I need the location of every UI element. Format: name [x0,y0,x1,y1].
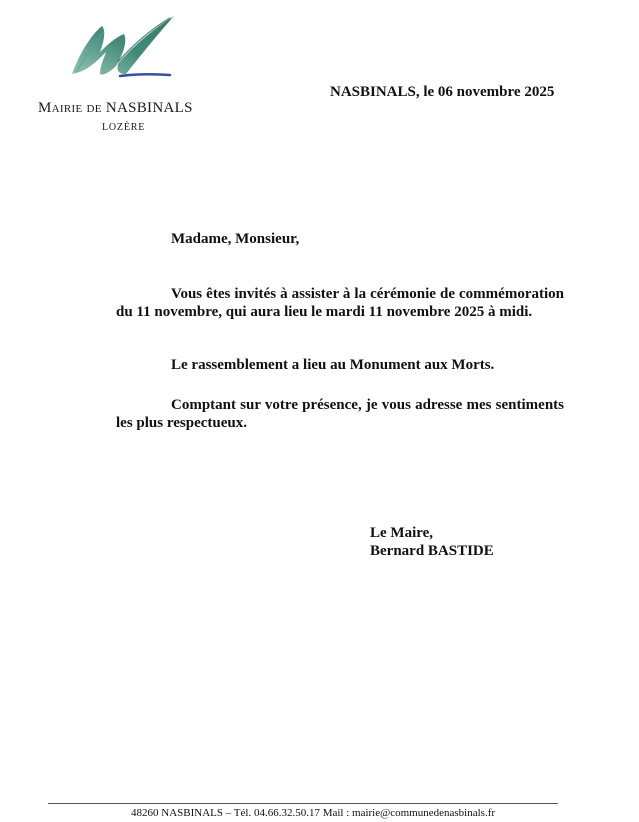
org-region: LOZÈRE [102,122,146,133]
footer-divider [48,803,558,804]
footer-contact: 48260 NASBINALS – Tél. 04.66.32.50.17 Mail : mairie@communedenasbinals.fr [131,807,496,819]
paragraph-invitation: Vous êtes invités à assister à la cérémonie de commémoration du 11 novembre, qui aura lieu le mardi 11 novembre 2025 à midi. [116,286,564,320]
mairie-logo [66,12,182,84]
signature-title: Le Maire, [370,525,434,541]
signature-name: Bernard BASTIDE [370,543,494,559]
paragraph-meeting-place: Le rassemblement a lieu au Monument aux Morts. [171,357,495,373]
signature-block [370,524,494,560]
salutation: Madame, Monsieur, [171,231,300,247]
org-name [38,100,218,117]
org-name-prefix: Mairie de [38,100,102,116]
org-name-main: NASBINALS [105,100,193,116]
paragraph-closing: Comptant sur votre présence, je vous adresse mes sentiments les plus respectueux. [116,397,564,431]
date-line: NASBINALS, le 06 novembre 2025 [330,84,555,100]
